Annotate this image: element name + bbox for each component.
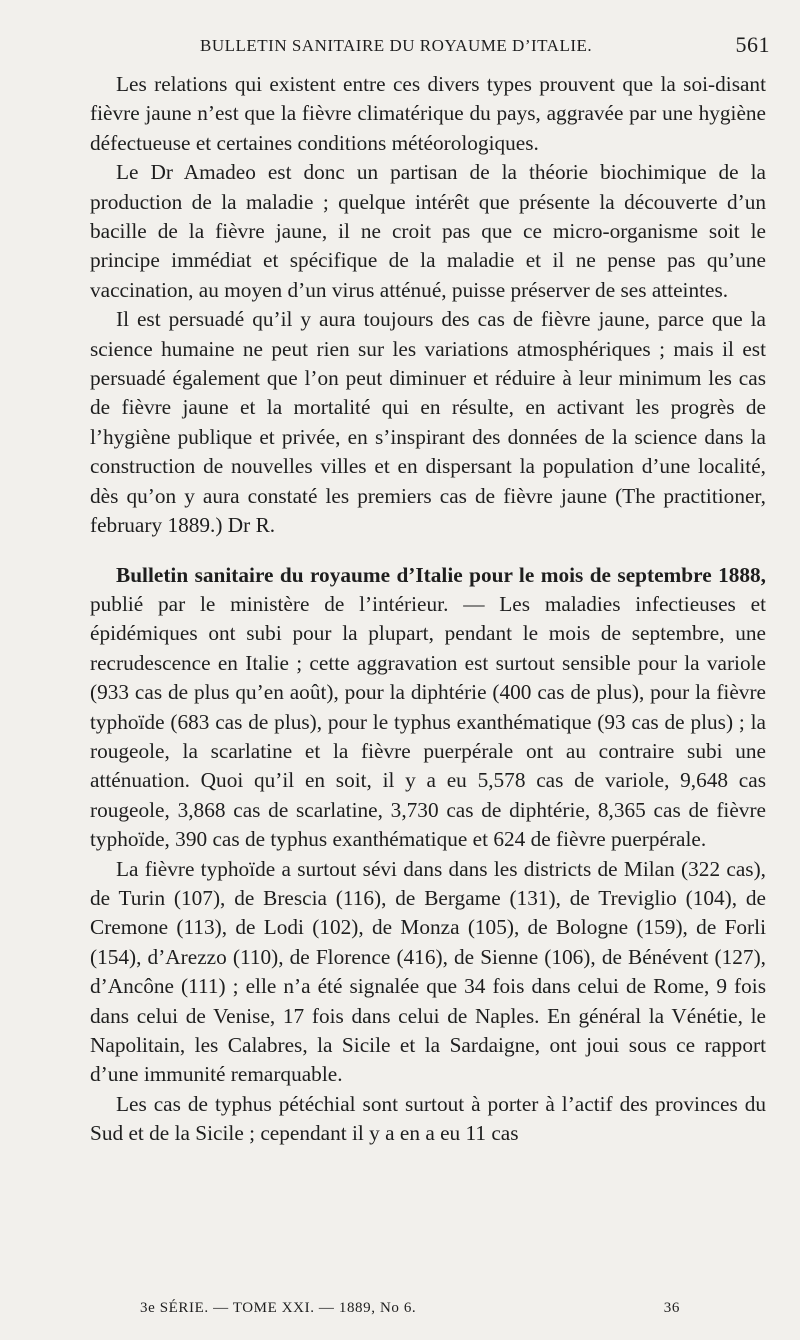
running-title: BULLETIN SANITAIRE DU ROYAUME D’ITALIE. — [200, 36, 593, 55]
paragraph: Les relations qui existent entre ces divers types prouvent que la soi-disant fièvre jaune n’est que la fièvre climatérique du pays, aggravée par une hygiène défectueuse et certaines conditions météorologiques. — [90, 72, 766, 155]
paragraph: Il est persuadé qu’il y aura toujours des cas de fièvre jaune, parce que la science humaine ne peut rien sur les variations atmosphériques ; mais il est persuadé également que l’on peut diminuer et réduire à leur minimum les cas de fièvre jaune et la mortalité qui en résulte, en activant les progrès de l’hygiène publique et privée, en s’inspirant des données de la science dans la construction de nouvelles villes et en dispersant la population d’une localité, dès qu’on y aura constaté les premiers cas de fièvre jaune (The practitioner, february 1889.) Dr R. — [90, 307, 766, 538]
paragraph: Les cas de typhus pétéchial sont surtout à porter à l’actif des provinces du Sud et de la Sicile ; cependant il y a en a eu 11 cas — [90, 1091, 766, 1146]
series-line: 3e SÉRIE. — TOME XXI. — 1889, No 6. — [140, 1300, 417, 1316]
page-number: 561 — [735, 32, 770, 57]
article-body: publié par le ministère de l’intérieur. — Les maladies infectieuses et épidémiques ont subi pour la plupart, pendant le mois de septembre, une recrudescence en Italie ; cette aggravation est surtout sensible pour la variole (933 cas de plus qu’en août), pour la diphtérie (400 cas de plus), pour la fièvre typhoïde (683 cas de plus), pour le typhus exanthématique (93 cas de plus) ; la rougeole, la scarlatine et la fièvre puerpérale ont au contraire subi une atténuation. Quoi qu’il en soit, il y a eu 5,578 cas de variole, 9,648 cas rougeole, 3,868 cas de scarlatine, 3,730 cas de diphtérie, 8,365 cas de fièvre typhoïde, 390 cas de typhus exanthématique et 624 de fièvre puerpérale. — [90, 591, 766, 852]
signature-mark: 36 — [663, 1300, 680, 1316]
paragraph: La fièvre typhoïde a surtout sévi dans dans les districts de Milan (322 cas), de Turin (107), de Brescia (116), de Bergame (131), de Treviglio (104), de Cremone (113), de Lodi (102), de Monza (105), de Bologne (159), de Forli (154), d’Arezzo (110), de Florence (416), de Sienne (106), de Bénévent (127), d’Ancône (111) ; elle n’a été signalée que 34 fois dans celui de Rome, 9 fois dans celui de Venise, 17 fois dans celui de Naples. En général la Vénétie, le Napolitain, les Calabres, la Sicile et la Sardaigne, ont joui sous ce rapport d’une immunité remarquable. — [90, 856, 766, 1087]
paragraph: Le Dr Amadeo est donc un partisan de la théorie biochimique de la production de la maladie ; quelque intérêt que présente la découverte d’un bacille de la fièvre jaune, il ne croit pas que ce micro-organisme soit le principe immédiat et spécifique de la maladie et il ne pense pas qu’une vaccination, au moyen d’un virus atténué, puisse préserver de ses atteintes. — [90, 160, 766, 302]
body-text — [90, 70, 766, 1149]
article-heading: Bulletin sanitaire du royaume d’Italie pour le mois de septembre 1888, — [116, 562, 766, 587]
running-head — [200, 30, 770, 60]
article-paragraph — [90, 561, 766, 855]
